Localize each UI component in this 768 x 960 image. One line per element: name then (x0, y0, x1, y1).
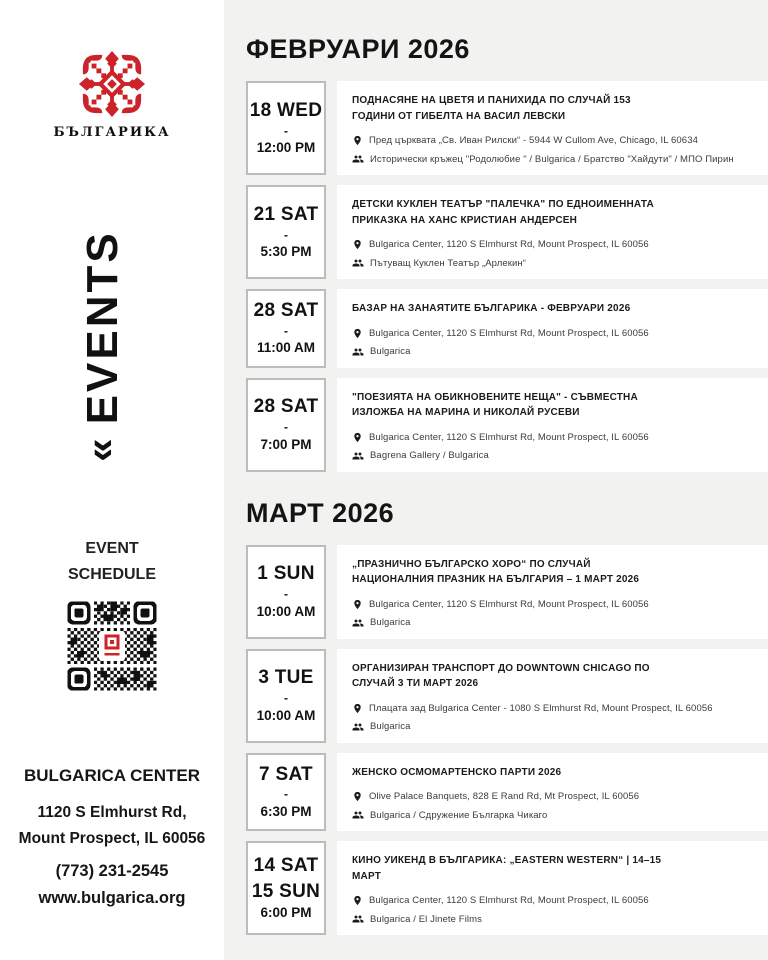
event-card (337, 81, 768, 175)
location-pin-icon (352, 328, 363, 339)
event-title: "ПОЕЗИЯТА НА ОБИКНОВЕНИТЕ НЕЩА" - СЪВМЕСТНА ИЗЛОЖБА НА МАРИНА И НИКОЛАЙ РУСЕВИ (352, 391, 638, 418)
people-icon (352, 346, 364, 358)
event-row (246, 185, 768, 279)
event-organizers-row (352, 913, 752, 925)
event-row (246, 649, 768, 743)
event-title: КИНО УИКЕНД В БЪЛГАРИКА: „EASTERN WESTERN“ | 14–15 МАРТ (352, 855, 662, 882)
month-title-march: МАРТ 2026 (246, 497, 395, 528)
location-pin-icon (352, 239, 363, 250)
center-name: BULGARICA CENTER (24, 766, 200, 785)
address-line-2: Mount Prospect, IL 60056 (18, 830, 206, 848)
event-location: Bulgarica Center, 1120 S Elmhurst Rd, Mount Prospect, IL 60056 (369, 431, 649, 443)
event-card (337, 841, 768, 935)
event-location: Bulgarica Center, 1120 S Elmhurst Rd, Mount Prospect, IL 60056 (369, 239, 649, 250)
schedule-main (224, 0, 768, 960)
event-location: Bulgarica Center, 1120 S Elmhurst Rd, Mount Prospect, IL 60056 (369, 327, 649, 339)
bulgarica-logo (0, 50, 224, 140)
event-location: Bulgarica Center, 1120 S Elmhurst Rd, Mount Prospect, IL 60056 (369, 598, 649, 610)
event-date-box: 18 WED - 12:00 PM (246, 81, 326, 175)
event-row (246, 378, 768, 472)
event-title: „ПРАЗНИЧНО БЪЛГАРСКО ХОРО“ ПО СЛУЧАЙ НАЦИОНАЛНИЯ ПРАЗНИК НА БЪЛГАРИЯ – 1 МАРТ 2026 (352, 558, 640, 585)
event-schedule-label: EVENT SCHEDULE (67, 540, 156, 584)
event-card (337, 378, 768, 472)
event-location-row (352, 703, 752, 714)
event-organizers-row (352, 346, 752, 358)
location-pin-icon (352, 791, 363, 802)
event-location: Плацата зад Bulgarica Center - 1080 S Elmhurst Rd, Mount Prospect, IL 60056 (369, 702, 713, 714)
location-pin-icon (352, 135, 363, 146)
event-organizers: Bulgarica (370, 721, 411, 732)
event-card (337, 289, 768, 368)
event-title: БАЗАР НА ЗАНАЯТИТЕ БЪЛГАРИКА - ФЕВРУАРИ 2026 (352, 303, 631, 314)
event-organizers: Исторически кръжец "Родолюбие " / Bulgarica / Братство "Хайдути" / МПО Пирин (370, 153, 734, 165)
location-pin-icon (352, 895, 363, 906)
location-pin-icon (352, 432, 363, 443)
address (0, 800, 224, 853)
event-date-box: 3 TUE - 10:00 AM (246, 649, 326, 743)
location-pin-icon (352, 599, 363, 610)
event-row (246, 753, 768, 832)
event-date-box: 14 SAT 15 SUN 6:00 PM (246, 841, 326, 935)
event-location-row (352, 791, 752, 802)
event-organizers: Пътуващ Куклен Театър „Арлекин“ (370, 257, 527, 269)
event-date-box: 28 SAT - 7:00 PM (246, 378, 326, 472)
event-organizers: Bulgarica (370, 617, 411, 628)
event-card (337, 753, 768, 832)
people-icon (352, 257, 364, 269)
event-organizers: Bulgarica (370, 346, 411, 357)
location-pin-icon (352, 703, 363, 714)
event-organizers-row (352, 617, 752, 629)
event-card (337, 649, 768, 743)
people-icon (352, 721, 364, 733)
event-date-box: 28 SAT - 11:00 AM (246, 289, 326, 368)
event-organizers: Bulgarica / El Jinete Films (370, 913, 482, 925)
event-location-row (352, 135, 752, 146)
event-organizers-row (352, 809, 752, 821)
event-location-row (352, 432, 752, 443)
event-date-box: 1 SUN - 10:00 AM (246, 545, 326, 639)
event-location-row (352, 895, 752, 906)
event-organizers-row (352, 721, 752, 733)
event-card (337, 545, 768, 639)
month-title-february: ФЕВРУАРИ 2026 (246, 34, 470, 64)
event-organizers-row (352, 257, 752, 269)
event-organizers-row (352, 153, 752, 165)
event-location-row (352, 599, 752, 610)
events-vertical-banner (77, 216, 129, 476)
event-row (246, 81, 768, 175)
event-location-row (352, 328, 752, 339)
double-chevron-icon: « (76, 438, 123, 462)
events-vertical-label: EVENTS (78, 230, 127, 425)
event-row (246, 841, 768, 935)
event-date-box: 7 SAT - 6:30 PM (246, 753, 326, 832)
people-icon (352, 809, 364, 821)
event-title: ПОДНАСЯНЕ НА ЦВЕТЯ И ПАНИХИДА ПО СЛУЧАЙ 153 ГОДИНИ ОТ ГИБЕЛТА НА ВАСИЛ ЛЕВСКИ (352, 95, 631, 122)
event-organizers: Bulgarica / Сдружение Българка Чикаго (370, 809, 548, 821)
people-icon (352, 617, 364, 629)
people-icon (352, 913, 364, 925)
event-row (246, 289, 768, 368)
people-icon (352, 153, 364, 165)
event-title: ОРГАНИЗИРАН ТРАНСПОРТ ДО DOWNTOWN CHICAGO ПО СЛУЧАЙ 3 ТИ МАРТ 2026 (352, 662, 650, 689)
event-row (246, 545, 768, 639)
website-url: www.bulgarica.org (38, 889, 186, 907)
phone-number: (773) 231-2545 (55, 862, 169, 880)
event-title: ДЕТСКИ КУКЛЕН ТЕАТЪР "ПАЛЕЧКА" ПО ЕДНОИМЕННАТА ПРИКАЗКА НА ХАНС КРИСТИАН АНДЕРСЕН (352, 199, 654, 226)
qr-code (0, 598, 224, 699)
event-location: Пред църквата „Св. Иван Рилски“ - 5944 W Cullom Ave, Chicago, IL 60634 (369, 135, 698, 146)
people-icon (352, 450, 364, 462)
event-location: Olive Palace Banquets, 828 E Rand Rd, Mt Prospect, IL 60056 (369, 791, 640, 802)
sidebar (0, 0, 224, 960)
event-organizers: Bagrena Gallery / Bulgarica (370, 450, 489, 461)
event-location-row (352, 239, 752, 250)
address-line-1: 1120 S Elmhurst Rd, (37, 804, 187, 821)
event-title: ЖЕНСКО ОСМОМАРТЕНСКО ПАРТИ 2026 (352, 766, 562, 778)
event-organizers-row (352, 450, 752, 462)
logo-wordmark: БЪЛГАРИКА (53, 125, 171, 140)
event-location: Bulgarica Center, 1120 S Elmhurst Rd, Mount Prospect, IL 60056 (369, 895, 649, 906)
event-card (337, 185, 768, 279)
event-date-box: 21 SAT - 5:30 PM (246, 185, 326, 279)
embroidery-rosette-icon (76, 50, 148, 118)
